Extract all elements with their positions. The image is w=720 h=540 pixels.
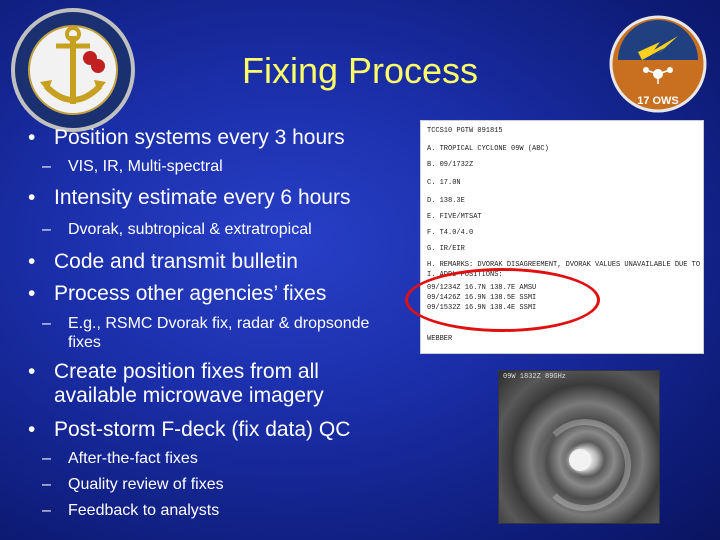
bulletin-line: C. 17.0N [427,179,461,187]
bullet-marker: • [28,126,36,149]
dash-marker: – [42,476,51,493]
patch-label: 17 OWS [637,95,679,107]
bullet-marker: • [28,186,36,209]
bullet-text: Intensity estimate every 6 hours [54,186,351,209]
bulletin-line: A. TROPICAL CYCLONE 09W (ABC) [427,145,549,153]
bulletin-line: B. 09/1732Z [427,161,474,169]
bullet-marker: • [28,418,36,441]
bulletin-line: H. REMARKS: DVORAK DISAGREEMENT, DVORAK VALUES UNAVAILABLE DUE TO [427,261,701,269]
bulletin-line: G. IR/EIR [427,245,465,253]
dash-marker: – [42,450,51,467]
slide-title: Fixing Process [241,50,479,91]
sub-bullet-text: VIS, IR, Multi-spectral [68,158,223,175]
bulletin-line: F. T4.0/4.0 [427,229,474,237]
bulletin-line: E. FIVE/MTSAT [427,213,482,221]
bullet-text: Process other agencies’ fixes [54,282,327,305]
bullet-marker: • [28,282,36,305]
dash-marker: – [42,158,51,175]
bulletin-line: TCCS10 PGTW 091815 [427,127,503,135]
bullet-marker: • [28,250,36,273]
sub-bullet-text: E.g., RSMC Dvorak fix, radar & dropsonde fixes [68,315,370,351]
sub-bullet-text: After-the-fact fixes [68,450,198,467]
bulletin-line: 09/1532Z 16.9N 138.4E SSMI [427,304,537,312]
dash-marker: – [42,221,51,238]
sub-bullet-text: Feedback to analysts [68,502,220,519]
bullet-text: Post-storm F-deck (fix data) QC [54,418,351,441]
bullet-text: Create position fixes from all available microwave imagery [54,360,324,407]
bullet-marker: • [28,360,36,383]
microwave-satellite-image [498,370,660,524]
sub-bullet-text: Quality review of fixes [68,476,224,493]
sub-bullet-text: Dvorak, subtropical & extratropical [68,221,312,238]
bulletin-line: D. 138.3E [427,197,465,205]
bulletin-line: 09/1426Z 16.9N 138.5E SSMI [427,294,537,302]
satellite-header: 09W 1832Z 89GHz [503,373,567,381]
bullet-text: Code and transmit bulletin [54,250,298,273]
bulletin-line: WEBBER [427,335,453,343]
dash-marker: – [42,502,51,519]
dash-marker: – [42,315,51,332]
bulletin-line: I. ADDL POSITIONS: [427,271,503,279]
bulletin-line: 09/1234Z 16.7N 138.7E AMSU [427,284,537,292]
cyclone-eye-icon [569,449,591,471]
bullet-text: Position systems every 3 hours [54,126,345,149]
highlight-oval [405,268,600,332]
